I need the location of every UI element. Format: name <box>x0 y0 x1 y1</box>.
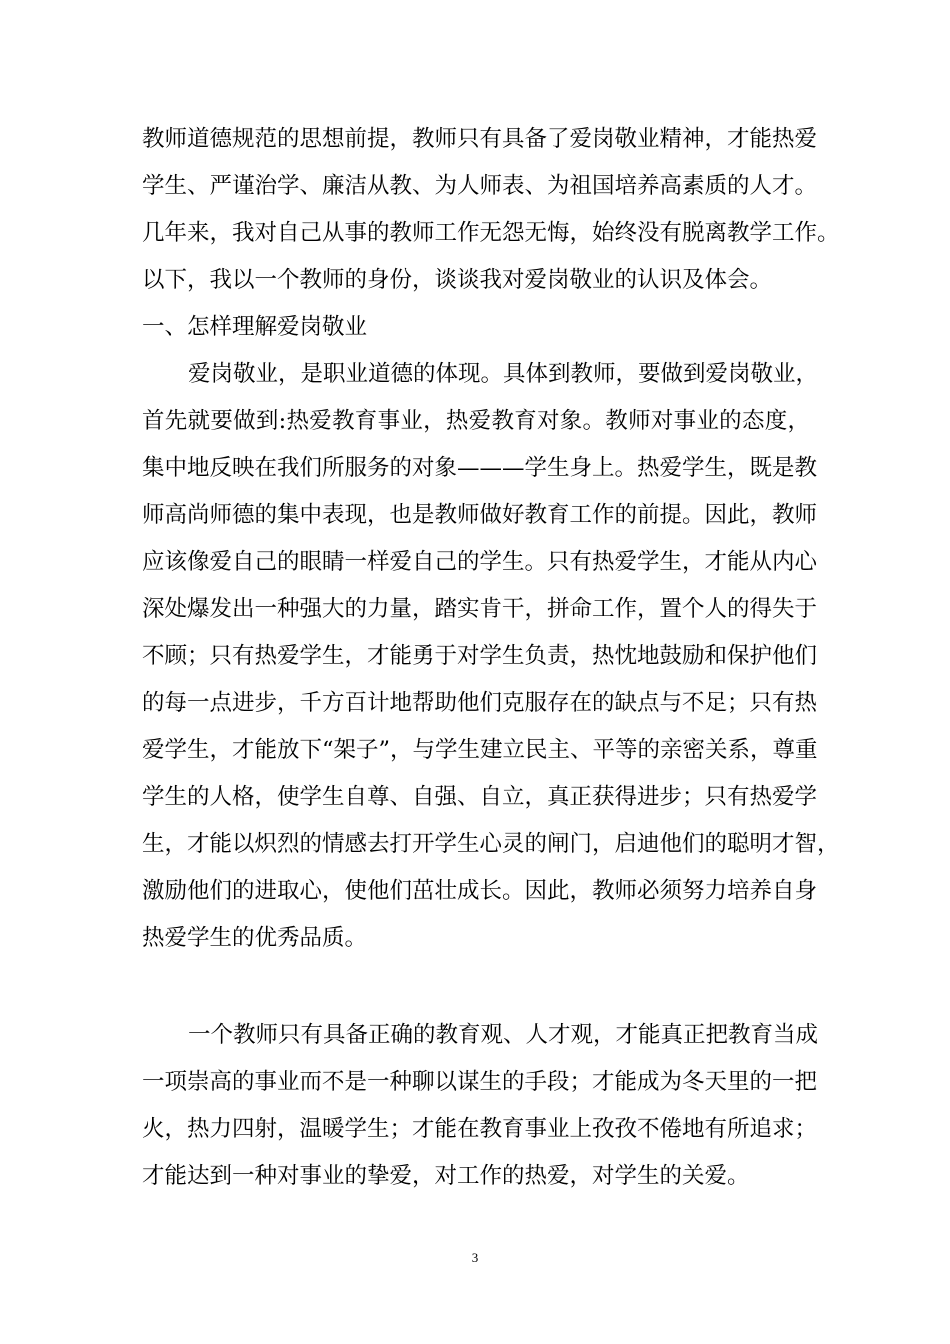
paragraph-2-line-10: 学生的人格，使学生自尊、自强、自立，真正获得进步；只有热爱学 <box>142 784 818 810</box>
paragraph-2-line-7: 不顾；只有热爱学生，才能勇于对学生负责，热忱地鼓励和保护他们 <box>142 643 818 669</box>
paragraph-1-line-1: 教师道德规范的思想前提，教师只有具备了爱岗敬业精神，才能热爱 <box>142 126 818 152</box>
paragraph-2-line-1: 爱岗敬业，是职业道德的体现。具体到教师，要做到爱岗敬业， <box>188 361 819 387</box>
paragraph-1-line-4: 以下，我以一个教师的身份，谈谈我对爱岗敬业的认识及体会。 <box>142 267 773 293</box>
paragraph-2-line-6: 深处爆发出一种强大的力量，踏实肯干，拼命工作，置个人的得失于 <box>142 596 818 622</box>
paragraph-3-line-2: 一项崇高的事业而不是一种聊以谋生的手段；才能成为冬天里的一把 <box>142 1069 818 1095</box>
paragraph-2-line-11: 生，才能以炽烈的情感去打开学生心灵的闸门，启迪他们的聪明才智， <box>142 831 840 857</box>
paragraph-3-line-1: 一个教师只有具备正确的教育观、人才观，才能真正把教育当成 <box>188 1022 819 1048</box>
paragraph-2-line-2: 首先就要做到:热爱教育事业，热爱教育对象。教师对事业的态度， <box>142 408 810 434</box>
paragraph-2-line-3: 集中地反映在我们所服务的对象———学生身上。热爱学生，既是教 <box>142 455 818 481</box>
section-heading: 一、怎样理解爱岗敬业 <box>142 314 368 340</box>
paragraph-2-line-8: 的每一点进步，千方百计地帮助他们克服存在的缺点与不足；只有热 <box>142 690 818 716</box>
paragraph-1-line-3: 几年来，我对自己从事的教师工作无怨无悔，始终没有脱离教学工作。 <box>142 220 840 246</box>
page-number: 3 <box>471 1250 479 1265</box>
paragraph-2-line-12: 激励他们的进取心，使他们茁壮成长。因此，教师必须努力培养自身 <box>142 878 818 904</box>
paragraph-3-line-3: 火，热力四射，温暖学生；才能在教育事业上孜孜不倦地有所追求； <box>142 1116 818 1142</box>
paragraph-2-line-9: 爱学生，才能放下“架子”，与学生建立民主、平等的亲密关系，尊重 <box>142 737 818 763</box>
paragraph-2-line-13: 热爱学生的优秀品质。 <box>142 925 368 951</box>
paragraph-2-line-5: 应该像爱自己的眼睛一样爱自己的学生。只有热爱学生，才能从内心 <box>142 549 818 575</box>
paragraph-2-line-4: 师高尚师德的集中表现，也是教师做好教育工作的前提。因此，教师 <box>142 502 818 528</box>
paragraph-3-line-4: 才能达到一种对事业的挚爱，对工作的热爱，对学生的关爱。 <box>142 1163 750 1189</box>
paragraph-1-line-2: 学生、严谨治学、廉洁从教、为人师表、为祖国培养高素质的人才。 <box>142 173 818 199</box>
